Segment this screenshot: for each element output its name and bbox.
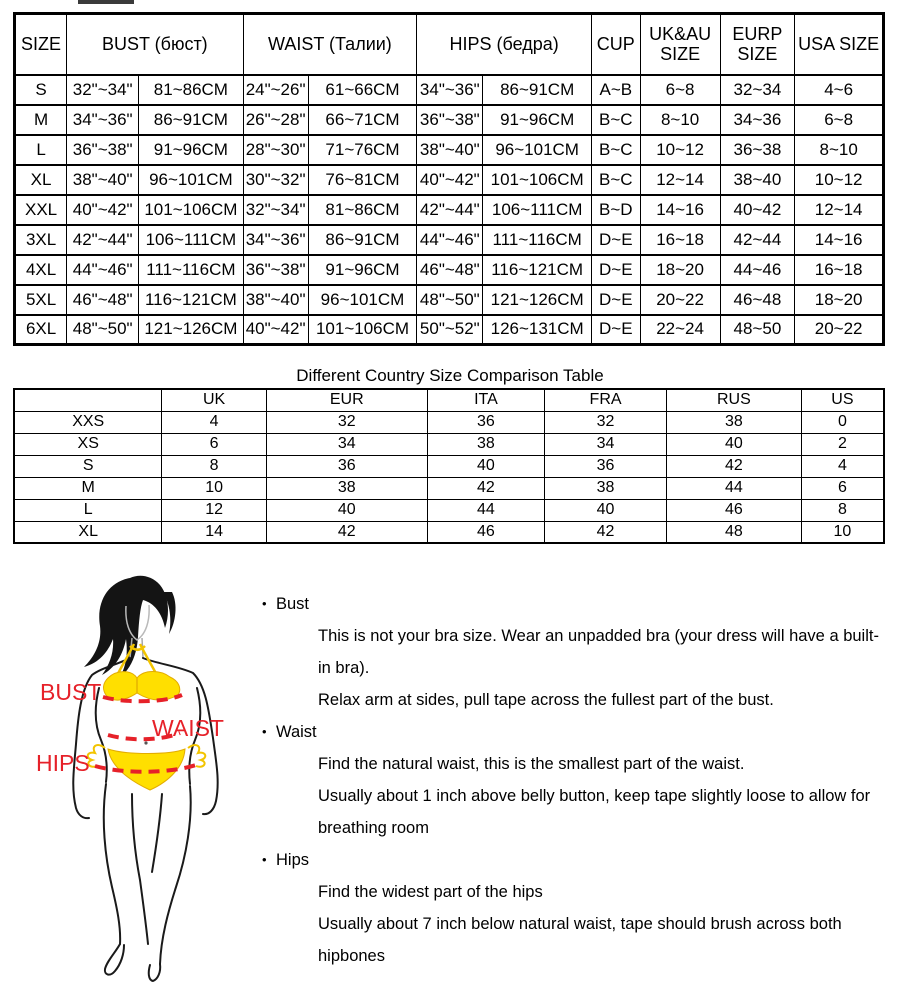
size-cell-hips_cm: 96~101CM [483,135,592,165]
comparison-cell: 40 [427,455,544,477]
size-cell-bust_cm: 81~86CM [139,75,243,105]
size-cell-waist_cm: 76~81CM [308,165,417,195]
size-cell-hips_in: 50"~52" [417,315,483,345]
size-cell-size: XXL [15,195,67,225]
size-cell-usa: 18~20 [795,285,884,315]
size-cell-waist_in: 34"~36" [243,225,308,255]
size-cell-hips_cm: 106~111CM [483,195,592,225]
size-cell-bust_in: 48"~50" [67,315,139,345]
guide-line: Usually about 1 inch above belly button, keep tape slightly loose to allow for breathing room [318,787,871,837]
size-chart-row [15,315,884,345]
size-cell-waist_in: 40"~42" [243,315,308,345]
comparison-size-label: M [14,477,162,499]
size-chart-row [15,285,884,315]
size-cell-eurp: 32~34 [720,75,795,105]
size-cell-waist_cm: 81~86CM [308,195,417,225]
size-cell-size: 6XL [15,315,67,345]
comparison-table [13,388,885,544]
comparison-cell: 38 [427,433,544,455]
size-cell-cup: D~E [591,315,640,345]
guide-section-heading [262,844,880,876]
size-cell-eurp: 42~44 [720,225,795,255]
comparison-cell: 44 [427,499,544,521]
size-cell-bust_cm: 86~91CM [139,105,243,135]
size-cell-cup: A~B [591,75,640,105]
comparison-cell: 34 [545,433,667,455]
size-cell-eurp: 36~38 [720,135,795,165]
comparison-cell: 32 [266,411,427,433]
size-cell-waist_cm: 66~71CM [308,105,417,135]
comparison-body [14,411,884,543]
comparison-cell: 38 [666,411,801,433]
size-cell-usa: 16~18 [795,255,884,285]
size-cell-uk_au: 8~10 [640,105,720,135]
guide-section-title: Waist [276,723,317,741]
size-cell-waist_in: 24"~26" [243,75,308,105]
right-leg-inner [152,794,162,872]
waist-label: WAIST [152,715,224,741]
size-cell-hips_in: 42"~44" [417,195,483,225]
guide-line: This is not your bra size. Wear an unpadded bra (your dress will have a built-in bra). [318,627,879,677]
comparison-header-RUS: RUS [666,389,801,411]
size-cell-hips_cm: 121~126CM [483,285,592,315]
header-waist: WAIST (Талии) [243,14,417,75]
size-cell-eurp: 44~46 [720,255,795,285]
size-cell-hips_in: 40"~42" [417,165,483,195]
comparison-size-label: L [14,499,162,521]
comparison-cell: 40 [545,499,667,521]
size-cell-hips_cm: 111~116CM [483,225,592,255]
guide-section-bust [262,588,880,716]
comparison-header-FRA: FRA [545,389,667,411]
comparison-cell: 10 [801,521,884,543]
size-cell-usa: 20~22 [795,315,884,345]
comparison-cell: 4 [162,411,266,433]
size-cell-waist_cm: 61~66CM [308,75,417,105]
comparison-row [14,411,884,433]
woman-sketch-illustration [12,572,252,984]
comparison-cell: 40 [266,499,427,521]
comparison-size-label: XS [14,433,162,455]
guide-section-title: Hips [276,851,310,869]
header-hips: HIPS (бедра) [417,14,592,75]
size-cell-waist_cm: 71~76CM [308,135,417,165]
measuring-guide-text [262,588,880,972]
size-cell-eurp: 40~42 [720,195,795,225]
comparison-size-label: XXS [14,411,162,433]
bullet-icon: • [262,724,267,739]
comparison-cell: 38 [545,477,667,499]
size-cell-usa: 8~10 [795,135,884,165]
comparison-cell: 36 [266,455,427,477]
comparison-cell: 6 [162,433,266,455]
size-cell-uk_au: 10~12 [640,135,720,165]
guide-section-hips [262,844,880,972]
size-cell-hips_cm: 101~106CM [483,165,592,195]
size-cell-size: L [15,135,67,165]
comparison-cell: 46 [666,499,801,521]
size-cell-eurp: 34~36 [720,105,795,135]
guide-line: Find the widest part of the hips [318,883,543,901]
left-leg-outline [104,784,120,944]
size-cell-bust_cm: 106~111CM [139,225,243,255]
header-usa-size: USA SIZE [795,14,884,75]
size-cell-cup: B~C [591,165,640,195]
comparison-cell: 8 [801,499,884,521]
size-chart-row [15,165,884,195]
size-cell-usa: 14~16 [795,225,884,255]
guide-line: Find the natural waist, this is the smallest part of the waist. [318,755,745,773]
guide-section-heading [262,716,880,748]
size-cell-hips_cm: 126~131CM [483,315,592,345]
size-cell-hips_in: 36"~38" [417,105,483,135]
size-cell-uk_au: 22~24 [640,315,720,345]
comparison-size-label: XL [14,521,162,543]
size-chart-row [15,225,884,255]
size-cell-usa: 4~6 [795,75,884,105]
size-cell-cup: B~C [591,135,640,165]
size-cell-bust_cm: 121~126CM [139,315,243,345]
comparison-row [14,433,884,455]
comparison-header-blank [14,389,162,411]
size-cell-cup: B~C [591,105,640,135]
comparison-cell: 44 [666,477,801,499]
size-cell-waist_in: 36"~38" [243,255,308,285]
comparison-cell: 2 [801,433,884,455]
guide-line: Relax arm at sides, pull tape across the fullest part of the bust. [318,691,774,709]
size-cell-uk_au: 20~22 [640,285,720,315]
comparison-row [14,521,884,543]
comparison-cell: 10 [162,477,266,499]
size-cell-uk_au: 16~18 [640,225,720,255]
size-cell-hips_in: 34"~36" [417,75,483,105]
comparison-header-UK: UK [162,389,266,411]
size-cell-hips_cm: 116~121CM [483,255,592,285]
size-cell-bust_in: 36"~38" [67,135,139,165]
comparison-cell: 42 [666,455,801,477]
size-chart-row [15,75,884,105]
size-cell-cup: B~D [591,195,640,225]
size-cell-size: M [15,105,67,135]
size-cell-bust_in: 38"~40" [67,165,139,195]
bullet-icon: • [262,852,267,867]
header-uk-au-size: UK&AU SIZE [640,14,720,75]
header-size: SIZE [15,14,67,75]
comparison-cell: 32 [545,411,667,433]
comparison-cell: 42 [427,477,544,499]
comparison-table-title: Different Country Size Comparison Table [296,366,604,385]
size-cell-waist_in: 28"~30" [243,135,308,165]
guide-section-heading [262,588,880,620]
bikini-top [104,672,180,701]
size-cell-eurp: 46~48 [720,285,795,315]
comparison-cell: 4 [801,455,884,477]
size-cell-size: 5XL [15,285,67,315]
guide-section-title: Bust [276,595,310,613]
comparison-cell: 42 [266,521,427,543]
comparison-cell: 36 [427,411,544,433]
size-cell-waist_in: 38"~40" [243,285,308,315]
comparison-cell: 46 [427,521,544,543]
size-cell-usa: 10~12 [795,165,884,195]
size-cell-bust_cm: 91~96CM [139,135,243,165]
bullet-icon: • [262,596,267,611]
size-cell-uk_au: 6~8 [640,75,720,105]
guide-line: Usually about 7 inch below natural waist, tape should brush across both hipbones [318,915,842,965]
size-chart-table [13,12,885,346]
size-cell-size: 3XL [15,225,67,255]
size-cell-hips_in: 44"~46" [417,225,483,255]
size-chart-header-row [15,14,884,75]
size-cell-bust_in: 32"~34" [67,75,139,105]
size-cell-hips_in: 38"~40" [417,135,483,165]
comparison-header-EUR: EUR [266,389,427,411]
top-crop-artifact [78,0,134,4]
comparison-cell: 38 [266,477,427,499]
size-cell-hips_in: 46"~48" [417,255,483,285]
comparison-cell: 8 [162,455,266,477]
size-cell-hips_in: 48"~50" [417,285,483,315]
comparison-row [14,455,884,477]
comparison-size-label: S [14,455,162,477]
navel-dot [144,741,147,744]
size-chart-row [15,255,884,285]
size-cell-bust_cm: 111~116CM [139,255,243,285]
comparison-cell: 6 [801,477,884,499]
comparison-cell: 14 [162,521,266,543]
size-cell-waist_in: 32"~34" [243,195,308,225]
size-cell-size: S [15,75,67,105]
header-bust: BUST (бюст) [67,14,243,75]
comparison-header-ITA: ITA [427,389,544,411]
right-foot [149,964,160,981]
guide-section-waist [262,716,880,844]
size-cell-waist_in: 30"~32" [243,165,308,195]
size-cell-bust_in: 42"~44" [67,225,139,255]
comparison-row [14,499,884,521]
comparison-cell: 36 [545,455,667,477]
bust-label: BUST [40,679,102,705]
size-cell-waist_cm: 101~106CM [308,315,417,345]
size-chart-row [15,135,884,165]
header-eurp-size: EURP SIZE [720,14,795,75]
comparison-row [14,477,884,499]
comparison-cell: 12 [162,499,266,521]
size-cell-usa: 6~8 [795,105,884,135]
size-cell-waist_cm: 96~101CM [308,285,417,315]
size-cell-size: XL [15,165,67,195]
size-cell-bust_cm: 101~106CM [139,195,243,225]
hips-label: HIPS [36,750,90,776]
left-leg-inner [132,794,148,944]
comparison-cell: 34 [266,433,427,455]
comparison-cell: 0 [801,411,884,433]
size-chart-row [15,195,884,225]
size-cell-uk_au: 12~14 [640,165,720,195]
size-cell-cup: D~E [591,285,640,315]
size-cell-cup: D~E [591,255,640,285]
size-cell-uk_au: 14~16 [640,195,720,225]
size-cell-uk_au: 18~20 [640,255,720,285]
size-cell-hips_cm: 86~91CM [483,75,592,105]
size-cell-eurp: 38~40 [720,165,795,195]
size-cell-bust_cm: 116~121CM [139,285,243,315]
size-cell-size: 4XL [15,255,67,285]
size-cell-bust_in: 46"~48" [67,285,139,315]
size-cell-waist_cm: 86~91CM [308,225,417,255]
size-cell-hips_cm: 91~96CM [483,105,592,135]
size-cell-waist_cm: 91~96CM [308,255,417,285]
comparison-cell: 48 [666,521,801,543]
size-cell-eurp: 48~50 [720,315,795,345]
left-foot [105,944,124,975]
size-cell-cup: D~E [591,225,640,255]
size-chart-body [15,75,884,345]
size-cell-waist_in: 26"~28" [243,105,308,135]
comparison-header-row [14,389,884,411]
bikini-tie-left [88,745,105,767]
comparison-header-US: US [801,389,884,411]
size-cell-usa: 12~14 [795,195,884,225]
size-cell-bust_cm: 96~101CM [139,165,243,195]
size-cell-bust_in: 34"~36" [67,105,139,135]
comparison-cell: 40 [666,433,801,455]
size-cell-bust_in: 40"~42" [67,195,139,225]
size-chart-row [15,105,884,135]
right-leg-outline [160,786,191,964]
measurement-figure [12,572,252,984]
header-cup: CUP [591,14,640,75]
size-cell-bust_in: 44"~46" [67,255,139,285]
comparison-cell: 42 [545,521,667,543]
